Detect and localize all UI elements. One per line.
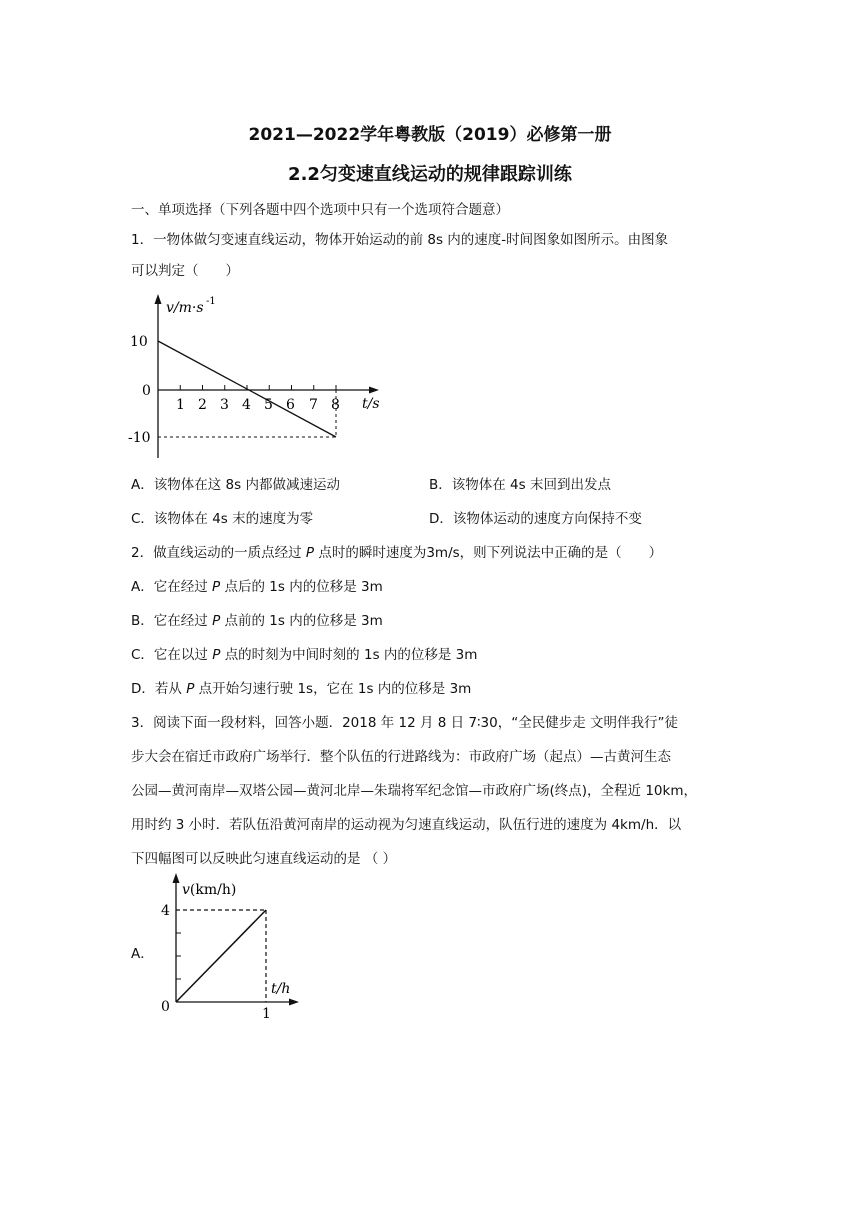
q3-stem-line3: 公园—黄河南岸—双塔公园—黄河北岸—朱瑞将军纪念馆—市政府广场(终点)，全程近 10km， [131, 783, 697, 799]
q1-velocity-line [158, 341, 336, 437]
q2-option-d-post: 点开始匀速行驶 1s，它在 1s 内的位移是 3m [198, 681, 472, 697]
q3-x-tick-1: 1 [262, 1006, 271, 1020]
q2-option-b-post: 点前的 1s 内的位移是 3m [224, 613, 383, 629]
q2-option-b-pre: B．它在经过 [131, 613, 208, 629]
q1-x-tick-8: 8 [331, 397, 340, 413]
page-subtitle: 2.2匀变速直线运动的规律跟踪训练 [288, 164, 572, 185]
q1-option-a: A．该物体在这 8s 内都做减速运动 [131, 477, 340, 493]
q1-x-axis-arrow [369, 387, 379, 394]
q1-x-axis-label: t/s [362, 396, 380, 412]
q1-stem-line2: 可以判定（ ） [131, 263, 239, 279]
q2-option-a-p: P [212, 579, 221, 595]
q1-option-c: C．该物体在 4s 末的速度为零 [131, 511, 314, 527]
q1-option-b: B．该物体在 4s 末回到出发点 [429, 477, 611, 493]
q1-y-axis-label: v/m·s [166, 300, 204, 316]
q3-stem-line2: 步大会在宿迁市政府广场举行．整个队伍的行进路线为：市政府广场（起点）—古黄河生态 [131, 749, 671, 765]
q2-option-c-p: P [212, 647, 221, 663]
q1-x-tick-labels [176, 397, 340, 413]
q1-x-tick-1: 1 [176, 397, 185, 413]
q3-y-axis-arrow [173, 873, 180, 883]
q1-x-tick-2: 2 [198, 397, 207, 413]
q3-origin-label: 0 [161, 999, 170, 1015]
q2-stem-pre: 2．做直线运动的一质点经过 [131, 545, 302, 561]
q3-y-tick-4: 4 [161, 903, 170, 919]
q3-x-axis-label: t/h [271, 981, 291, 997]
q1-x-ticks [180, 385, 336, 390]
q2-option-a [131, 575, 383, 595]
q1-y-tick-0: 0 [142, 383, 151, 399]
q1-velocity-time-graph [128, 290, 388, 462]
q1-x-tick-5: 5 [264, 397, 273, 413]
q1-x-tick-3: 3 [220, 397, 229, 413]
q2-stem [131, 541, 662, 561]
q2-option-b-p: P [212, 613, 221, 629]
q2-option-a-post: 点后的 1s 内的位移是 3m [224, 579, 383, 595]
page-title: 2021—2022学年粤教版（2019）必修第一册 [248, 125, 612, 145]
q2-option-d [131, 677, 471, 697]
q3-stem-line5: 下四幅图可以反映此匀速直线运动的是 （ ） [131, 851, 397, 867]
q2-option-c [131, 643, 477, 663]
q2-stem-post: 点时的瞬时速度为3m/s，则下列说法中正确的是（ ） [318, 545, 663, 561]
q3-stem-line4: 用时约 3 小时．若队伍沿黄河南岸的运动视为匀速直线运动，队伍行进的速度为 4km/h．以 [131, 817, 682, 833]
section-heading: 一、单项选择（下列各题中四个选项中只有一个选项符合题意） [131, 202, 509, 218]
q1-stem-line1: 1．一物体做匀变速直线运动，物体开始运动的前 8s 内的速度-时间图象如图所示。由图象 [131, 232, 669, 248]
q1-y-tick-10: 10 [130, 334, 148, 350]
q3-y-ticks [176, 933, 181, 979]
q2-option-c-post: 点的时刻为中间时刻的 1s 内的位移是 3m [224, 647, 478, 663]
q1-x-tick-4: 4 [242, 397, 251, 413]
q3-y-axis-label: v(km/h) [182, 882, 237, 898]
q1-y-tick-neg10: -10 [128, 430, 151, 446]
q3-option-a-label: A． [131, 946, 154, 962]
q1-y-axis-label-sup: -1 [206, 296, 216, 307]
q2-option-c-pre: C．它在以过 [131, 647, 208, 663]
q2-option-a-pre: A．它在经过 [131, 579, 208, 595]
q3-stem-line1: 3．阅读下面一段材料，回答小题．2018 年 12 月 8 日 7∶30，“全民健步走 文明伴我行”徒 [131, 715, 679, 731]
q1-y-axis-arrow [155, 294, 162, 304]
q2-option-d-p: P [186, 681, 195, 697]
q1-option-d: D．该物体运动的速度方向保持不变 [429, 511, 642, 527]
q3-option-a-graph [156, 872, 306, 1020]
q2-option-b [131, 609, 383, 629]
q3-velocity-line [176, 910, 266, 1002]
q2-option-d-pre: D．若从 [131, 681, 182, 697]
q3-x-axis-arrow [289, 999, 299, 1006]
q1-x-tick-6: 6 [286, 397, 295, 413]
q2-stem-p: P [305, 545, 315, 561]
q1-x-tick-7: 7 [309, 397, 318, 413]
